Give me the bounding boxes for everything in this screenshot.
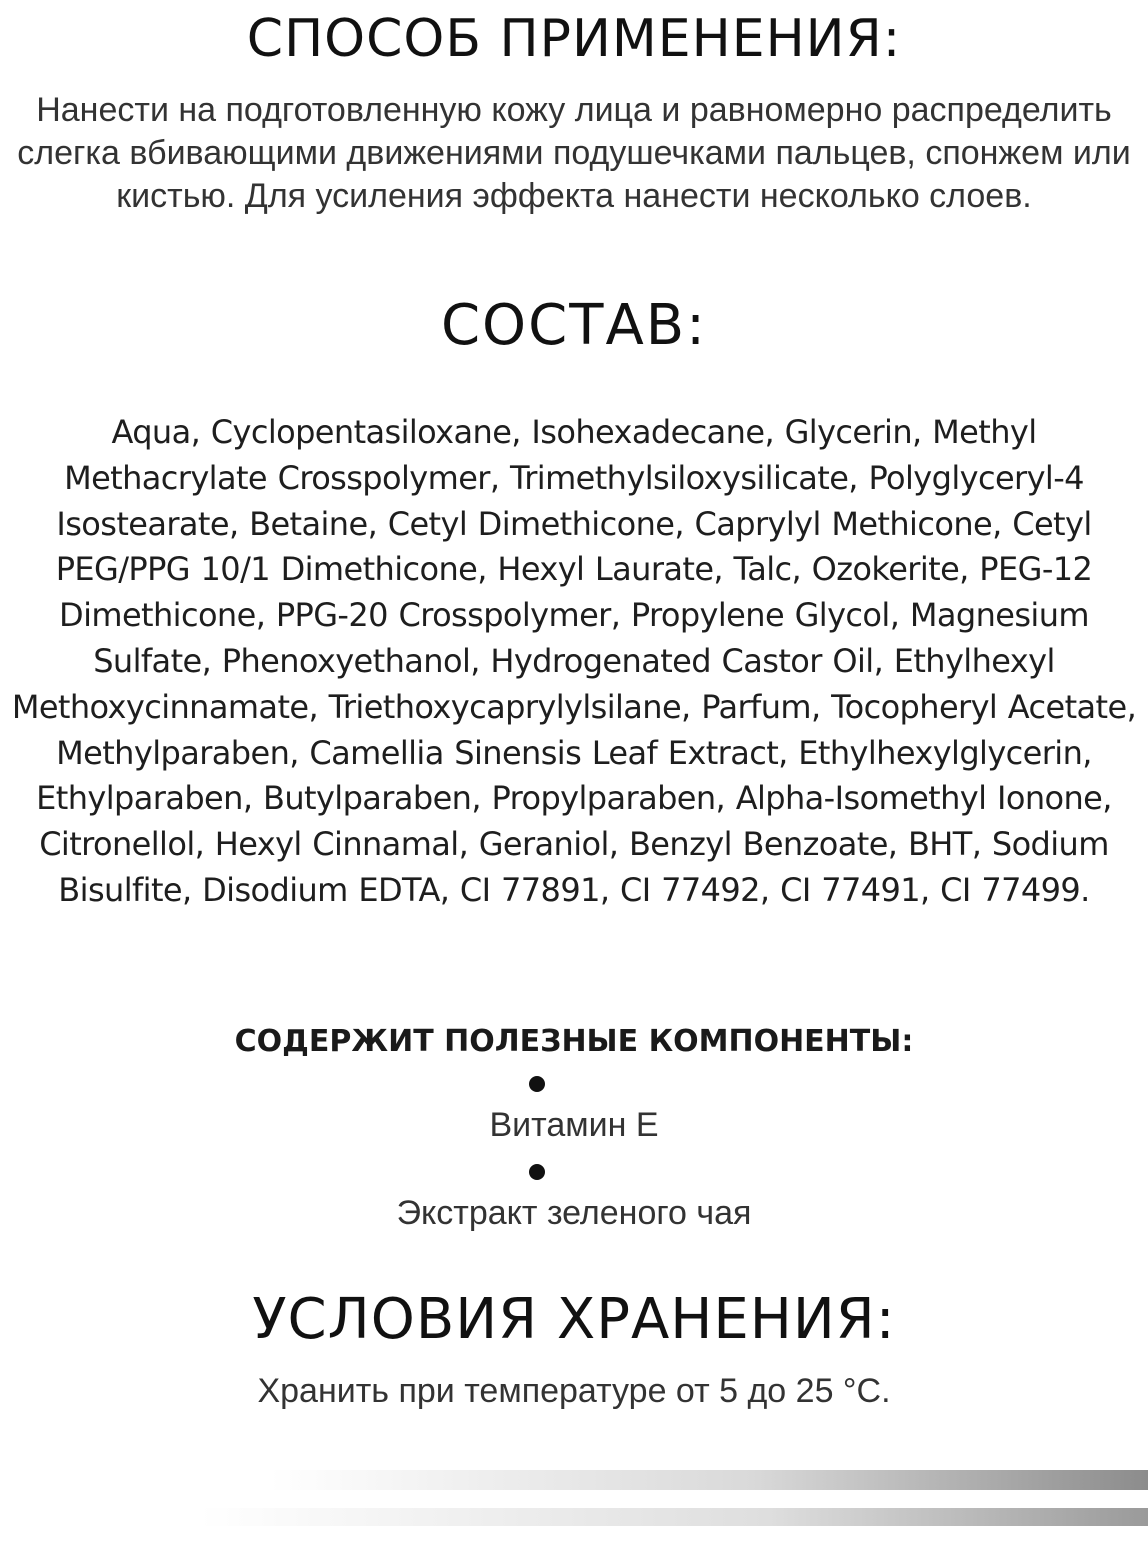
storage-heading: УСЛОВИЯ ХРАНЕНИЯ: <box>252 1287 896 1352</box>
benefit-label: Витамин Е <box>489 1106 659 1144</box>
usage-heading: СПОСОБ ПРИМЕНЕНИЯ: <box>246 9 902 69</box>
storage-instructions: Хранить при температуре от 5 до 25 °С. <box>257 1372 891 1410</box>
usage-instructions: Нанести на подготовленную кожу лица и равномерно распределить слегка вбивающими движениями подушечками пальцев, спонжем или кистью. Для усиления эффекта нанести несколько слоев. <box>17 91 1131 215</box>
benefit-item <box>0 1066 1148 1154</box>
benefits-heading: СОДЕРЖИТ ПОЛЕЗНЫЕ КОМПОНЕНТЫ: <box>234 1024 914 1059</box>
decorative-gradient-bar <box>200 1508 1148 1526</box>
decorative-gradient-bar <box>270 1470 1148 1490</box>
benefit-item <box>0 1154 1148 1242</box>
bullet-icon <box>529 1076 545 1092</box>
ingredients-list: Aqua, Cyclopentasiloxane, Isohexadecane, Glycerin, Methyl Methacrylate Crosspolymer, Trimethylsiloxysilicate, Polyglyceryl-4 Isostearate, Betaine, Cetyl Dimethicone, Caprylyl Methicone, Cetyl PEG/PPG 10/1 Dimethicone, Hexyl Laurate, Talc, Ozokerite, PEG-12 Dimethicone, PPG-20 Crosspolymer, Propylene Glycol, Magnesium Sulfate, Phenoxyethanol, Hydrogenated Castor Oil, Ethylhexyl Methoxycinnamate, Triethoxycaprylylsilane, Parfum, Tocopheryl Acetate, Methylparaben, Camellia Sinensis Leaf Extract, Ethylhexylglycerin, Ethylparaben, Butylparaben, Propylparaben, Alpha-Isomethyl Ionone, Citronellol, Hexyl Cinnamal, Geraniol, Benzyl Benzoate, BHT, Sodium Bisulfite, Disodium EDTA, CI 77891, CI 77492, CI 77491, CI 77499. <box>11 413 1137 909</box>
benefits-list <box>0 1066 1148 1242</box>
benefit-label: Экстракт зеленого чая <box>396 1194 752 1232</box>
composition-heading: СОСТАВ: <box>440 293 708 358</box>
bullet-icon <box>529 1164 545 1180</box>
